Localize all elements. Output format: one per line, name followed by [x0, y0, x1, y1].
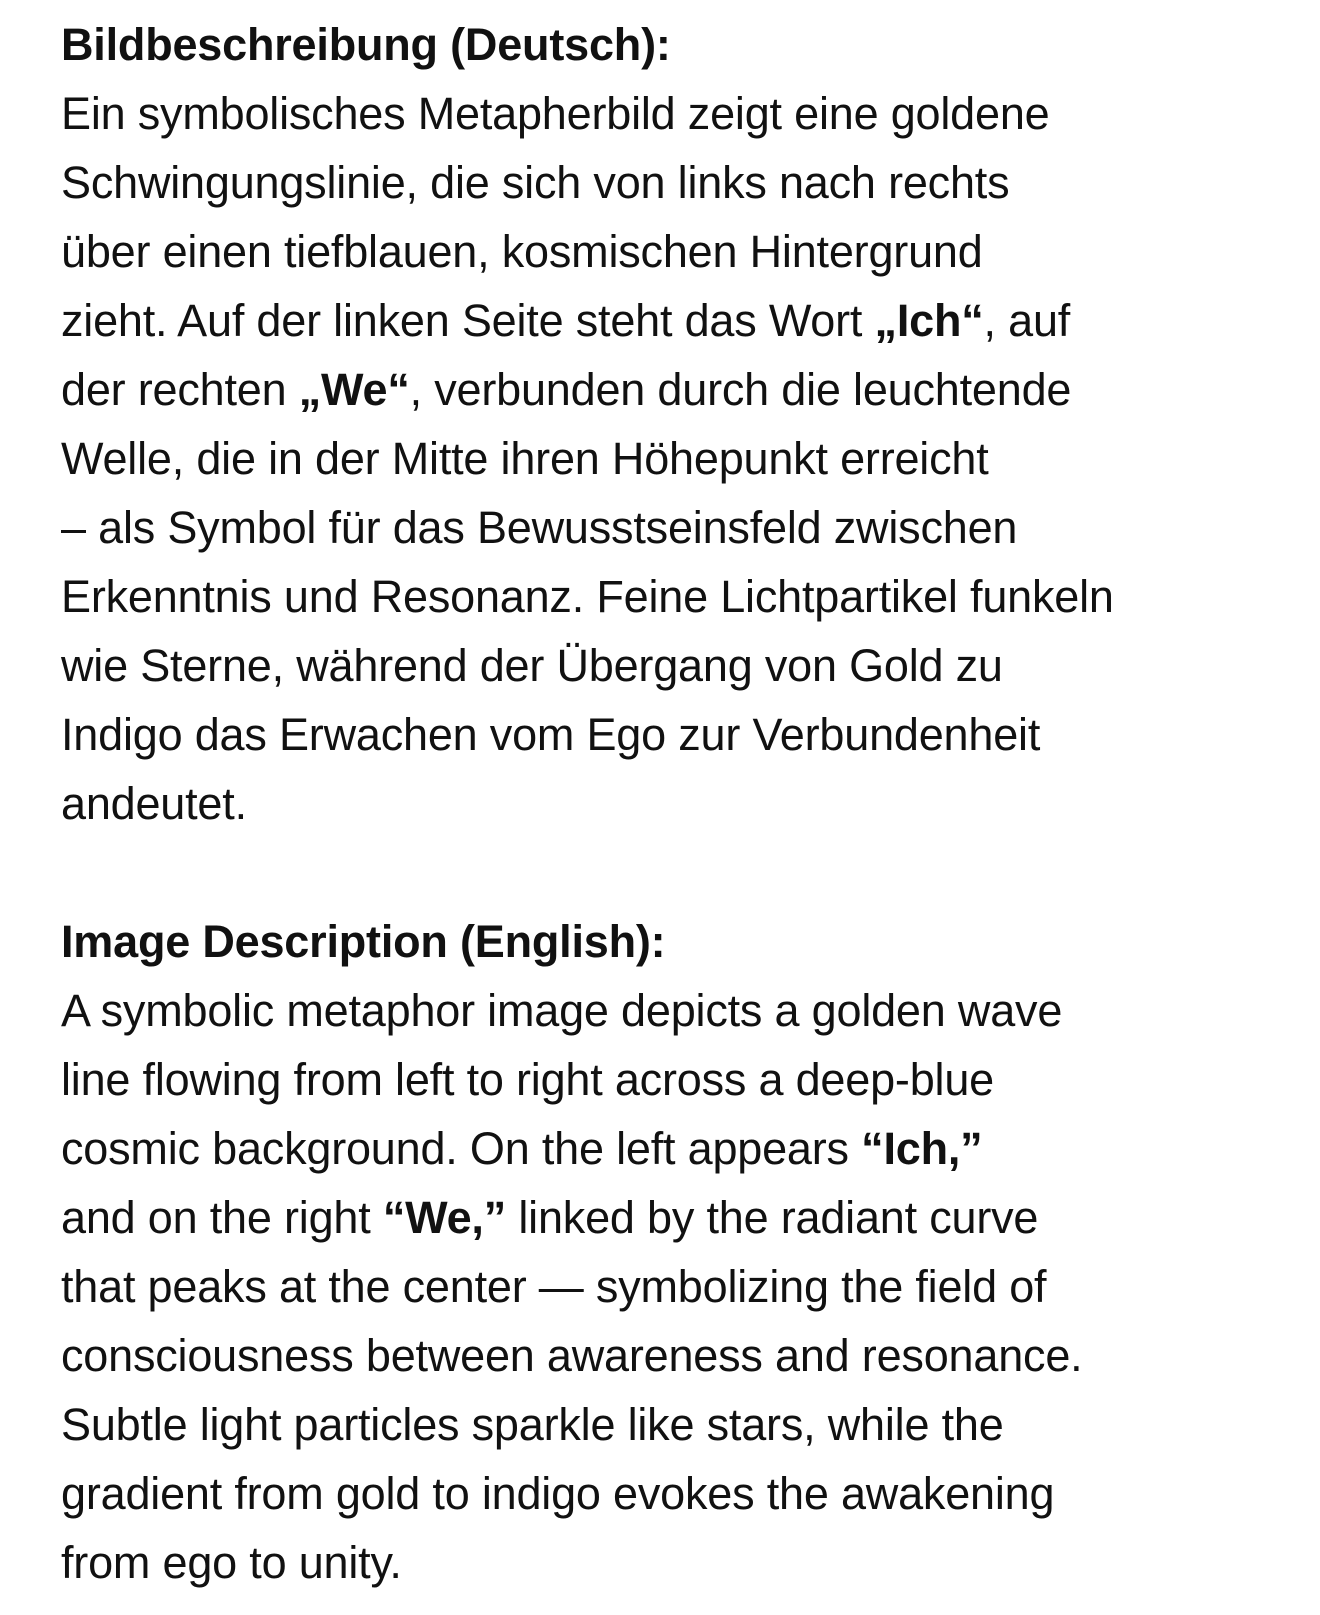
english-text: and on the right [61, 1192, 383, 1243]
english-line: consciousness between awareness and resonance. [61, 1330, 1083, 1381]
german-bold-ich: „Ich“ [874, 295, 984, 346]
german-line: – als Symbol für das Bewusstseinsfeld zwischen [61, 502, 1018, 553]
english-heading: Image Description (English): [61, 916, 666, 967]
german-paragraph [61, 79, 1301, 838]
german-text: , auf [983, 295, 1071, 346]
english-bold-we: “We,” [382, 1192, 507, 1243]
german-line: Schwingungslinie, die sich von links nach rechts [61, 157, 1010, 208]
english-line [61, 1183, 1301, 1252]
description-document [61, 10, 1301, 1597]
german-line: wie Sterne, während der Übergang von Gold zu [61, 640, 1003, 691]
german-text: der rechten [61, 364, 299, 415]
german-line [61, 286, 1301, 355]
english-paragraph [61, 976, 1301, 1597]
english-line: gradient from gold to indigo evokes the awakening [61, 1468, 1055, 1519]
german-line: Welle, die in der Mitte ihren Höhepunkt erreicht [61, 433, 989, 484]
english-text: linked by the radiant curve [506, 1192, 1039, 1243]
english-line: Subtle light particles sparkle like stars, while the [61, 1399, 1004, 1450]
english-line: from ego to unity. [61, 1537, 402, 1588]
german-text: zieht. Auf der linken Seite steht das Wort [61, 295, 875, 346]
german-line [61, 355, 1301, 424]
german-heading: Bildbeschreibung (Deutsch): [61, 19, 671, 70]
german-line: Erkenntnis und Resonanz. Feine Lichtpartikel funkeln [61, 571, 1114, 622]
german-line: über einen tiefblauen, kosmischen Hintergrund [61, 226, 983, 277]
german-line: Ein symbolisches Metapherbild zeigt eine goldene [61, 88, 1050, 139]
english-line [61, 1114, 1301, 1183]
english-line: line flowing from left to right across a deep-blue [61, 1054, 994, 1105]
german-bold-we: „We“ [298, 364, 410, 415]
english-line: that peaks at the center — symbolizing the field of [61, 1261, 1047, 1312]
english-bold-ich: “Ich,” [861, 1123, 983, 1174]
german-line: Indigo das Erwachen vom Ego zur Verbundenheit [61, 709, 1041, 760]
german-line: andeutet. [61, 778, 247, 829]
english-line: A symbolic metaphor image depicts a golden wave [61, 985, 1063, 1036]
german-text: , verbunden durch die leuchtende [409, 364, 1072, 415]
english-text: cosmic background. On the left appears [61, 1123, 862, 1174]
section-spacer [61, 838, 1301, 907]
